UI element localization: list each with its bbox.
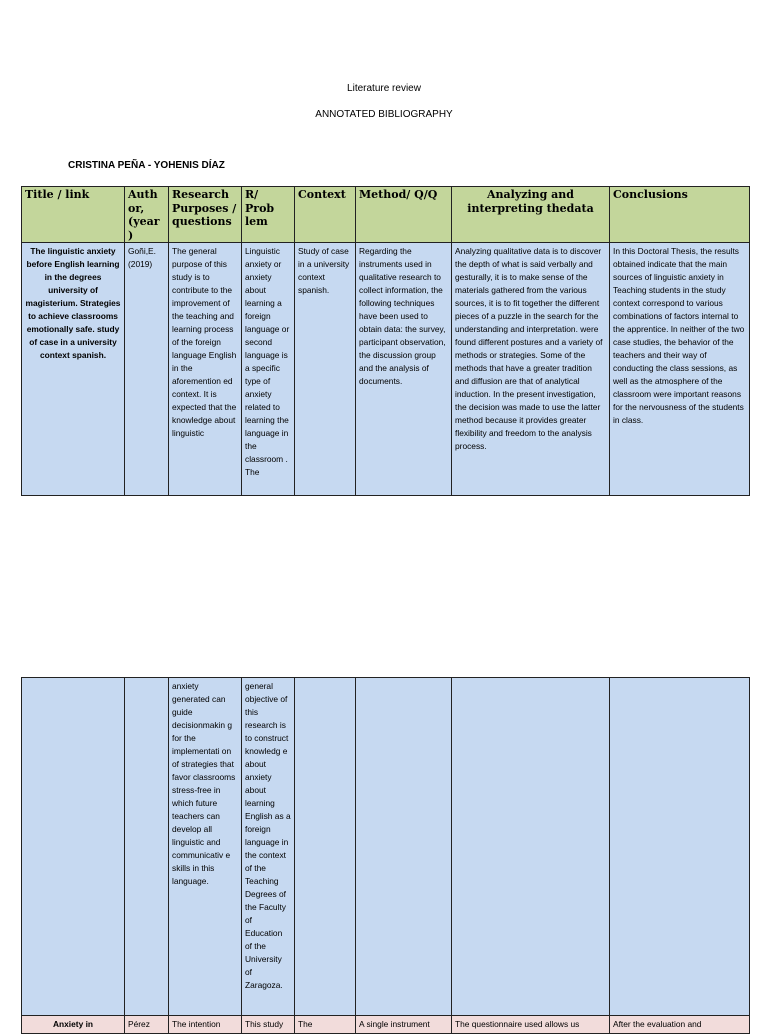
column-header-conclusions: Conclusions [610, 187, 750, 243]
table-row [22, 243, 750, 496]
cell-title: Anxiety in [22, 1016, 125, 1034]
column-header-analyzing: Analyzing and interpreting thedata [452, 187, 610, 243]
cell-purposes: The general purpose of this study is to contribute to the improvement of the teaching and learning process of the foreign language English in the aforemention ed context. It is expected that the knowledge about linguistic [169, 243, 242, 496]
cell-conclusions: In this Doctoral Thesis, the results obtained indicate that the main sources of linguistic anxiety in Teaching students in the study context correspond to various combinations of factors internal to the apprentice. In neither of the two case studies, the behavior of the teachers and their way of conducting the class sessions, as well as the atmosphere of the classroom were important reasons for the nervousness of the students in class. [610, 243, 750, 496]
column-header-title: Title / link [22, 187, 125, 243]
cell-problem: general objective of this research is to construct knowledg e about anxiety about learning English as a foreign language in the context of the Teaching Degrees of the Faculty of Education of the University of Zaragoza. [242, 678, 295, 1016]
cell-method: Regarding the instruments used in qualitative research to collect information, the following techniques have been used to obtain data: the survey, participant observation, the discussion group and the analysis of documents. [356, 243, 452, 496]
cell-title-empty [22, 678, 125, 1016]
page-title: Literature review [347, 83, 421, 94]
table-row-continued [22, 678, 750, 1016]
cell-method: A single instrument [356, 1016, 452, 1034]
table-row [22, 1016, 750, 1034]
column-header-purposes: Research Purposes / questions [169, 187, 242, 243]
cell-context-empty [295, 678, 356, 1016]
cell-author-empty [125, 678, 169, 1016]
bibliography-table-continued [21, 677, 750, 1034]
cell-conclusions: After the evaluation and [610, 1016, 750, 1034]
cell-analyzing: Analyzing qualitative data is to discover the depth of what is said verbally and gesturally, it is to make sense of the materials gathered from the various sources, it is to fit together the different pieces of a puzzle in the search for the understanding and interpretation. were found different postures and a variety of methods or strategies. Some of the methods that have a greater tradition and diffusion are that of analytical induction. In the present investigation, the decision was made to use the latter method because it provides greater flexibility and freedom to the analysis process. [452, 243, 610, 496]
column-header-author: Auth or, (year ) [125, 187, 169, 243]
cell-problem: This study [242, 1016, 295, 1034]
column-header-problem: R/ Prob lem [242, 187, 295, 243]
bibliography-table [21, 186, 750, 496]
page-subtitle: ANNOTATED BIBLIOGRAPHY [315, 109, 453, 120]
cell-analyzing-empty [452, 678, 610, 1016]
column-header-context: Context [295, 187, 356, 243]
column-header-method: Method/ Q/Q [356, 187, 452, 243]
cell-title: The linguistic anxiety before English learning in the degrees university of magisterium. Strategies to achieve classrooms emotionally safe. study of case in a university context spanish. [22, 243, 125, 496]
cell-author: Goñi,E. (2019) [125, 243, 169, 496]
cell-purposes: anxiety generated can guide decisionmakin g for the implementati on of strategies that favor classrooms stress-free in which future teachers can develop all linguistic and communicativ e skills in this language. [169, 678, 242, 1016]
cell-conclusions-empty [610, 678, 750, 1016]
cell-context: The [295, 1016, 356, 1034]
cell-problem: Linguistic anxiety or anxiety about learning a foreign language or second language is a specific type of anxiety related to learning the language in the classroom . The [242, 243, 295, 496]
authors: CRISTINA PEÑA - YOHENIS DÍAZ [68, 160, 225, 171]
cell-context: Study of case in a university context spanish. [295, 243, 356, 496]
table-header-row [22, 187, 750, 243]
cell-method-empty [356, 678, 452, 1016]
cell-analyzing: The questionnaire used allows us [452, 1016, 610, 1034]
cell-purposes: The intention [169, 1016, 242, 1034]
cell-author: Pérez [125, 1016, 169, 1034]
